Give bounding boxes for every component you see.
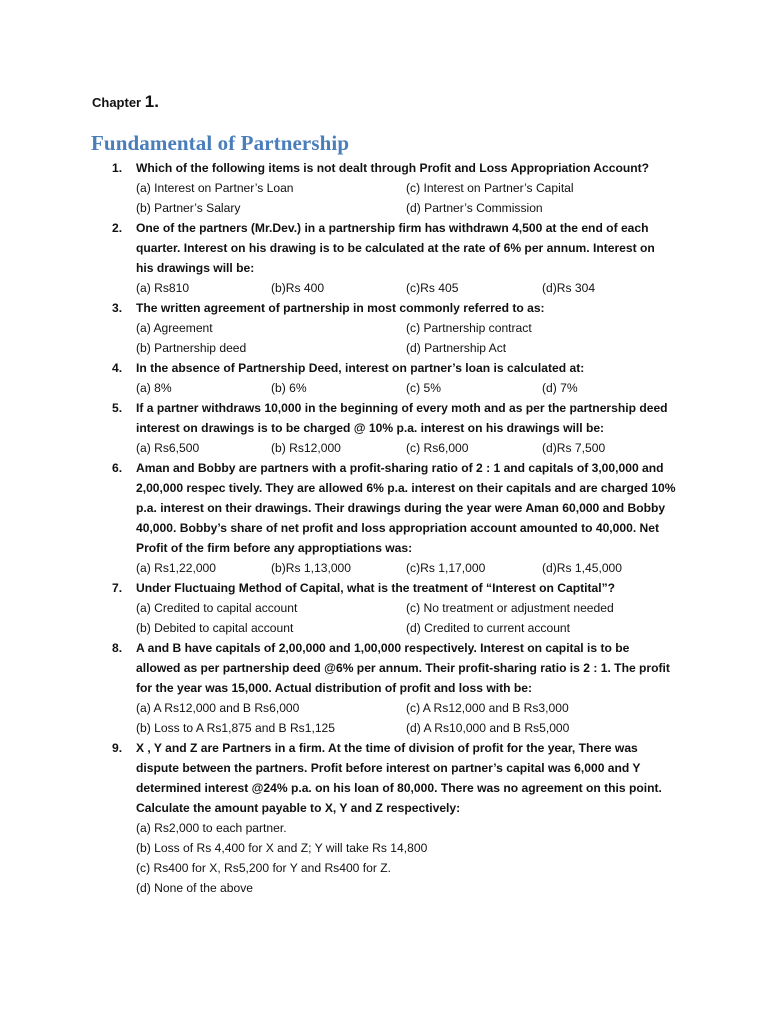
question-text: allowed as per partnership deed @6% per annum. Their profit-sharing ratio is 2 : 1. The profit	[136, 661, 670, 675]
question-line	[0, 798, 768, 818]
answer-option: (c) No treatment or adjustment needed	[406, 601, 614, 615]
answer-option: (a) Interest on Partner’s Loan	[136, 181, 294, 195]
answer-option: (b)Rs 1,13,000	[271, 561, 351, 575]
option-row	[0, 818, 768, 838]
answer-option: (a) Rs1,22,000	[136, 561, 216, 575]
question-line	[0, 678, 768, 698]
option-row	[0, 378, 768, 398]
answer-option: (d) Partnership Act	[406, 341, 507, 355]
question-line	[0, 658, 768, 678]
question-line	[0, 738, 768, 758]
option-row	[0, 198, 768, 218]
answer-option: (a) Rs810	[136, 281, 190, 295]
option-row	[0, 558, 768, 578]
answer-option: (d) A Rs10,000 and B Rs5,000	[406, 721, 570, 735]
answer-option: (d) Partner’s Commission	[406, 201, 543, 215]
question-text: Profit of the firm before any approptiations was:	[136, 541, 413, 555]
answer-option: (d) Credited to current account	[406, 621, 571, 635]
question-text: for the year was 15,000. Actual distribution of profit and loss with be:	[136, 681, 533, 695]
answer-option: (c) A Rs12,000 and B Rs3,000	[406, 701, 569, 715]
answer-option: (a) Rs2,000 to each partner.	[136, 821, 287, 835]
question-line	[0, 758, 768, 778]
answer-option: (c) Partnership contract	[406, 321, 532, 335]
question-line	[0, 258, 768, 278]
answer-option: (d) None of the above	[136, 881, 253, 895]
question-line	[0, 298, 768, 318]
question-line	[0, 518, 768, 538]
answer-option: (c) 5%	[406, 381, 441, 395]
question-text: A and B have capitals of 2,00,000 and 1,00,000 respectively. Interest on capital is to be	[136, 641, 630, 655]
question-text: 40,000. Bobby’s share of net profit and loss appropriation account amounted to 40,000. Net	[136, 521, 660, 535]
option-row	[0, 178, 768, 198]
option-row	[0, 858, 768, 878]
answer-option: (a) Rs6,500	[136, 441, 200, 455]
question-number: 5.	[112, 401, 123, 415]
question-line	[0, 238, 768, 258]
question-line	[0, 458, 768, 478]
option-row	[0, 438, 768, 458]
question-text: 2,00,000 respec tively. They are allowed 6% p.a. interest on their capitals and are charged 10%	[136, 481, 676, 495]
question-text: In the absence of Partnership Deed, interest on partner’s loan is calculated at:	[136, 361, 585, 375]
answer-option: (b) Loss of Rs 4,400 for X and Z; Y will take Rs 14,800	[136, 841, 428, 855]
question-line	[0, 578, 768, 598]
option-row	[0, 338, 768, 358]
question-line	[0, 418, 768, 438]
question-line	[0, 398, 768, 418]
answer-option: (c) Rs400 for X, Rs5,200 for Y and Rs400 for Z.	[136, 861, 391, 875]
answer-option: (d)Rs 1,45,000	[542, 561, 622, 575]
question-number: 3.	[112, 301, 123, 315]
question-line	[0, 638, 768, 658]
question-text: One of the partners (Mr.Dev.) in a partnership firm has withdrawn 4,500 at the end of each	[136, 221, 649, 235]
question-number: 9.	[112, 741, 123, 755]
answer-option: (c)Rs 1,17,000	[406, 561, 486, 575]
question-line	[0, 158, 768, 178]
question-text: quarter. Interest on his drawing is to be calculated at the rate of 6% per annum. Interest on	[136, 241, 655, 255]
option-row	[0, 698, 768, 718]
question-line	[0, 538, 768, 558]
question-number: 7.	[112, 581, 123, 595]
chapter-heading	[92, 92, 159, 112]
option-row	[0, 278, 768, 298]
option-row	[0, 598, 768, 618]
answer-option: (b) 6%	[271, 381, 307, 395]
answer-option: (c) Rs6,000	[406, 441, 469, 455]
answer-option: (a) A Rs12,000 and B Rs6,000	[136, 701, 300, 715]
question-text: Which of the following items is not dealt through Profit and Loss Appropriation Account?	[136, 161, 650, 175]
answer-option: (c)Rs 405	[406, 281, 459, 295]
question-line	[0, 218, 768, 238]
question-text: dispute between the partners. Profit before interest on partner’s capital was 6,000 and Y	[136, 761, 641, 775]
question-text: determined interest @24% p.a. on his loan of 80,000. There was no agreement on this point.	[136, 781, 662, 795]
answer-option: (b)Rs 400	[271, 281, 325, 295]
answer-option: (a) Agreement	[136, 321, 213, 335]
question-line	[0, 498, 768, 518]
question-text: his drawings will be:	[136, 261, 255, 275]
question-text: If a partner withdraws 10,000 in the beginning of every moth and as per the partnership deed	[136, 401, 668, 415]
answer-option: (a) 8%	[136, 381, 172, 395]
option-row	[0, 838, 768, 858]
question-line	[0, 778, 768, 798]
chapter-number: 1.	[144, 92, 159, 111]
question-text: X , Y and Z are Partners in a firm. At the time of division of profit for the year, There was	[136, 741, 638, 755]
answer-option: (d) 7%	[542, 381, 578, 395]
question-text: interest on drawings is to be charged @ 10% p.a. interest on his drawings will be:	[136, 421, 605, 435]
question-number: 8.	[112, 641, 123, 655]
question-text: Calculate the amount payable to X, Y and Z respectively:	[136, 801, 461, 815]
option-row	[0, 318, 768, 338]
answer-option: (b) Partner’s Salary	[136, 201, 241, 215]
answer-option: (c) Interest on Partner’s Capital	[406, 181, 574, 195]
question-text: Aman and Bobby are partners with a profit-sharing ratio of 2 : 1 and capitals of 3,00,000 and	[136, 461, 664, 475]
option-row	[0, 878, 768, 898]
answer-option: (d)Rs 304	[542, 281, 596, 295]
question-text: The written agreement of partnership in most commonly referred to as:	[136, 301, 545, 315]
option-row	[0, 718, 768, 738]
page-title: Fundamental of Partnership	[91, 131, 350, 155]
question-number: 4.	[112, 361, 123, 375]
question-number: 2.	[112, 221, 123, 235]
answer-option: (b) Loss to A Rs1,875 and B Rs1,125	[136, 721, 335, 735]
question-list	[0, 158, 768, 898]
answer-option: (b) Partnership deed	[136, 341, 247, 355]
question-text: p.a. interest on their drawings. Their drawings during the year were Aman 60,000 and Bobby	[136, 501, 666, 515]
answer-option: (b) Debited to capital account	[136, 621, 294, 635]
question-number: 1.	[112, 161, 123, 175]
chapter-label: Chapter	[92, 95, 142, 110]
question-text: Under Fluctuaing Method of Capital, what is the treatment of “Interest on Captital”?	[136, 581, 616, 595]
answer-option: (b) Rs12,000	[271, 441, 341, 455]
question-number: 6.	[112, 461, 123, 475]
answer-option: (a) Credited to capital account	[136, 601, 298, 615]
question-line	[0, 478, 768, 498]
question-line	[0, 358, 768, 378]
answer-option: (d)Rs 7,500	[542, 441, 606, 455]
option-row	[0, 618, 768, 638]
